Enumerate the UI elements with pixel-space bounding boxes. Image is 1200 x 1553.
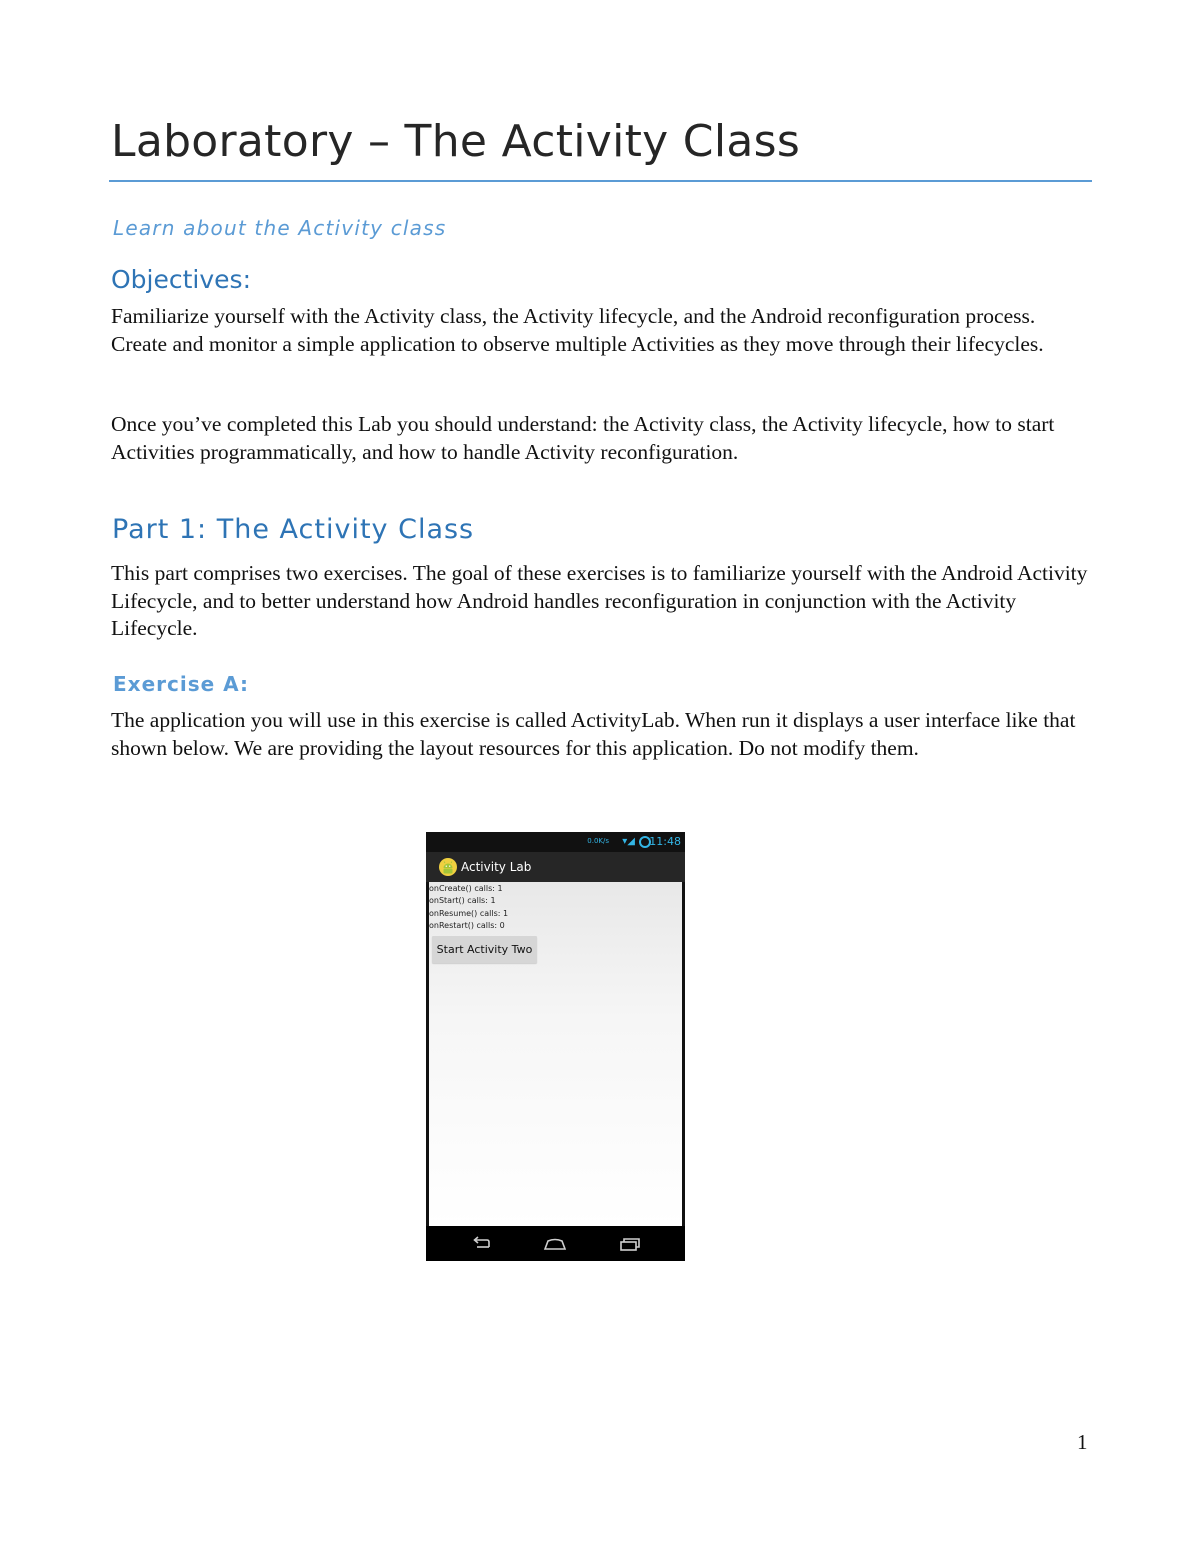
part-paragraph: This part comprises two exercises. The goal of these exercises is to familiarize yourself with the Android Activity Lifecycle, and to better understand how Android handles reconfiguration in conjunction with the Activity Lifecycle.	[111, 561, 1088, 640]
objectives-heading: Objectives:	[111, 265, 251, 294]
app-title: Activity Lab	[461, 860, 532, 874]
phone-screenshot	[426, 832, 685, 1261]
onstart-counter: onStart() calls: 1	[429, 896, 496, 905]
status-bar	[426, 832, 685, 852]
activity-content	[429, 882, 682, 1226]
android-icon	[438, 857, 458, 877]
onrestart-counter: onRestart() calls: 0	[429, 921, 505, 930]
status-time: 11:48	[649, 835, 681, 848]
document-title: Laboratory – The Activity Class	[111, 116, 801, 167]
wifi-signal-icon: ▾◢	[622, 836, 635, 847]
status-speed: 0.0K/s	[587, 837, 609, 845]
understanding-paragraph: Once you’ve completed this Lab you should understand: the Activity class, the Activity lifecycle, how to start Activities programmatically, and how to handle Activity reconfiguration.	[111, 412, 1055, 464]
navigation-bar	[426, 1226, 685, 1261]
onresume-counter: onResume() calls: 1	[429, 909, 509, 918]
exercise-paragraph: The application you will use in this exercise is called ActivityLab. When run it displays a user interface like that shown below. We are providing the layout resources for this application. Do not modify them.	[111, 708, 1076, 760]
objectives-paragraph: Familiarize yourself with the Activity class, the Activity lifecycle, and the Android reconfiguration process. Create and monitor a simple application to observe multiple Activities as they move through their lifecycles.	[111, 304, 1044, 356]
exercise-heading: Exercise A:	[113, 672, 249, 696]
back-icon[interactable]	[469, 1235, 495, 1253]
part-heading: Part 1: The Activity Class	[112, 514, 475, 545]
document-subtitle: Learn about the Activity class	[113, 216, 447, 240]
page-number: 1	[1077, 1430, 1088, 1454]
title-underline	[109, 180, 1092, 182]
recent-apps-icon[interactable]	[617, 1235, 643, 1253]
home-icon[interactable]	[542, 1235, 568, 1253]
oncreate-counter: onCreate() calls: 1	[429, 884, 503, 893]
start-activity-two-button[interactable]: Start Activity Two	[432, 936, 537, 963]
action-bar	[426, 852, 685, 882]
